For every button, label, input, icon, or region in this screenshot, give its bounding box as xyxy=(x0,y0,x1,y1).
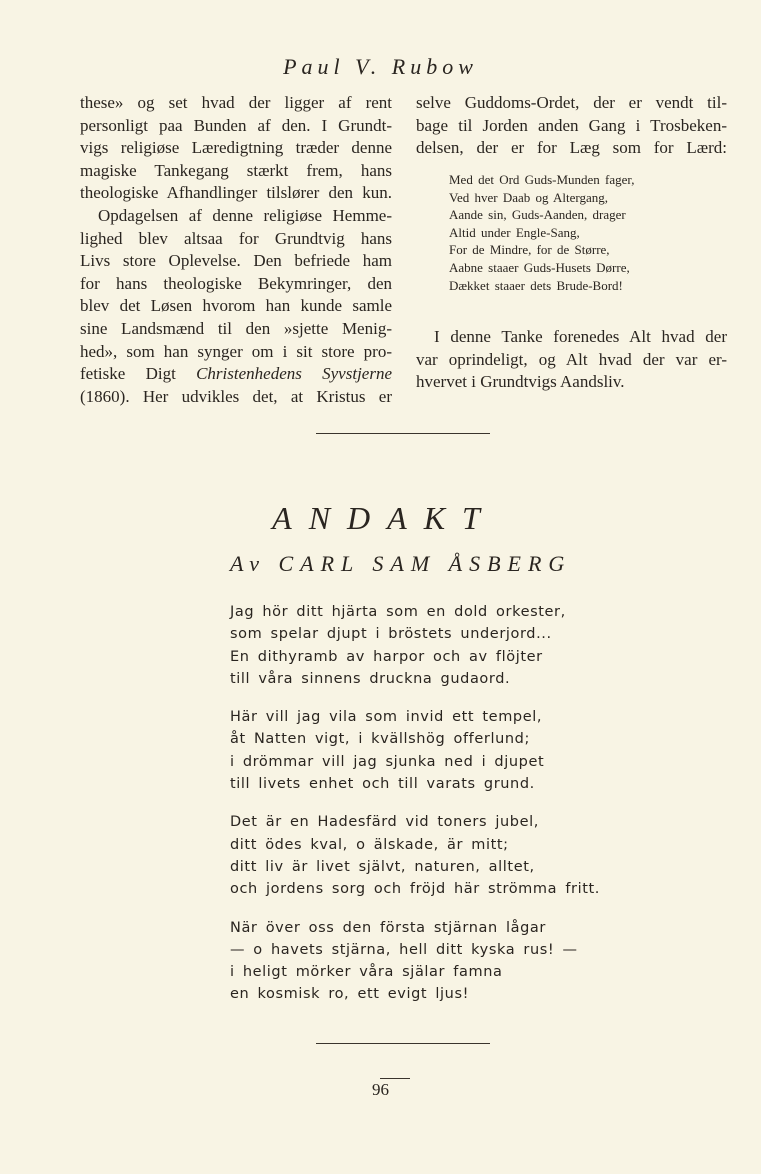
poem-line: som spelar djupt i bröstets underjord... xyxy=(230,626,552,643)
poem-title: ANDAKT xyxy=(272,500,497,536)
verse-line: Aande sin, Guds-Aanden, drager xyxy=(449,207,626,223)
poem-line: Jag hör ditt hjärta som en dold orkester, xyxy=(230,604,566,620)
text-line: hvervet i Grundtvigs Aandsliv. xyxy=(416,372,625,392)
stanza xyxy=(230,601,600,690)
text-line xyxy=(80,363,392,386)
text-line: personligt paa Bunden af den. I Grundt- xyxy=(80,115,392,135)
text: fetiske Digt xyxy=(80,364,176,384)
verse-line: Med det Ord Guds-Munden fager, xyxy=(449,172,635,187)
text-line: (1860). Her udvikles det, at Kristus er xyxy=(80,386,392,406)
poem-line: i heligt mörker våra själar famna xyxy=(230,964,503,981)
text-line: selve Guddoms-Ordet, der er vendt til- xyxy=(416,93,727,112)
text-line: lighed blev altsaa for Grundtvig hans xyxy=(80,228,392,248)
left-column xyxy=(80,92,392,408)
poem-line: — o havets stjärna, hell ditt kyska rus! — xyxy=(230,941,578,958)
divider xyxy=(316,1043,490,1044)
text-line: Opdagelsen af denne religiøse Hemme- xyxy=(98,205,392,225)
text-line: vigs religiøse Læredigtning træder denne xyxy=(80,138,392,158)
right-column-paragraph xyxy=(416,326,727,394)
text-line: Livs store Oplevelse. Den befriede ham xyxy=(80,251,392,271)
poem-byline: Av CARL SAM ÅSBERG xyxy=(230,551,572,576)
poem-line: En dithyramb av harpor och av flöjter xyxy=(230,648,543,665)
poem-line: När över oss den första stjärnan lågar xyxy=(230,919,546,936)
poem-body xyxy=(230,601,600,1022)
verse-line: Aabne staaer Guds-Husets Dørre, xyxy=(449,259,630,275)
page-number: 96 xyxy=(372,1080,389,1099)
text-line: bage til Jorden anden Gang i Trosbeken- xyxy=(416,115,727,135)
verse-line: Altid under Engle-Sang, xyxy=(449,224,580,240)
text-line: hed», som han synger om i sit store pro- xyxy=(80,341,392,361)
poem-line: till våra sinnens druckna gudaord. xyxy=(230,670,511,687)
stanza xyxy=(230,811,600,900)
poem-line: en kosmisk ro, ett evigt ljus! xyxy=(230,986,470,1003)
text-line: these» og set hvad der ligger af rent xyxy=(80,93,392,112)
divider xyxy=(316,433,490,434)
text-line: for hans theologiske Bekymringer, den xyxy=(80,273,392,293)
text-line: theologiske Afhandlinger tilslører den kun. xyxy=(80,183,392,203)
verse-line: Dækket staaer dets Brude-Bord! xyxy=(449,277,623,293)
poem-line: Här vill jag vila som invid ett tempel, xyxy=(230,709,543,726)
quoted-verse xyxy=(449,171,634,294)
text-line: var oprindeligt, og Alt hvad der var er- xyxy=(416,349,727,369)
poem-line: ditt liv är livet självt, naturen, alltet, xyxy=(230,858,535,875)
text-line: blev det Løsen hvorom han kunde samle xyxy=(80,296,392,316)
running-header: Paul V. Rubow xyxy=(283,54,478,79)
poem-line: i drömmar vill jag sjunka ned i djupet xyxy=(230,753,545,770)
stanza xyxy=(230,706,600,795)
poem-line: ditt ödes kval, o älskade, är mitt; xyxy=(230,836,509,853)
poem-line: till livets enhet och till varats grund. xyxy=(230,776,535,793)
poem-line: och jordens sorg och fröjd här strömma fritt. xyxy=(230,881,600,898)
text-line: magiske Tankegang stærkt frem, hans xyxy=(80,160,392,180)
verse-line: Ved hver Daab og Altergang, xyxy=(449,189,609,205)
stanza xyxy=(230,917,600,1006)
text-line: sine Landsmænd til den »sjette Menig- xyxy=(80,318,392,338)
verse-line: For de Mindre, for de Større, xyxy=(449,242,610,258)
text-line: I denne Tanke forenedes Alt hvad der xyxy=(434,327,727,346)
book-title: Christenhedens Syvstjerne xyxy=(196,364,392,384)
poem-line: åt Natten vigt, i kvällshög offerlund; xyxy=(230,731,530,748)
poem-line: Det är en Hadesfärd vid toners jubel, xyxy=(230,814,539,831)
text-line: delsen, der er for Læg som for Lærd: xyxy=(416,138,727,158)
right-column xyxy=(416,92,727,160)
page-number-rule xyxy=(380,1078,410,1079)
